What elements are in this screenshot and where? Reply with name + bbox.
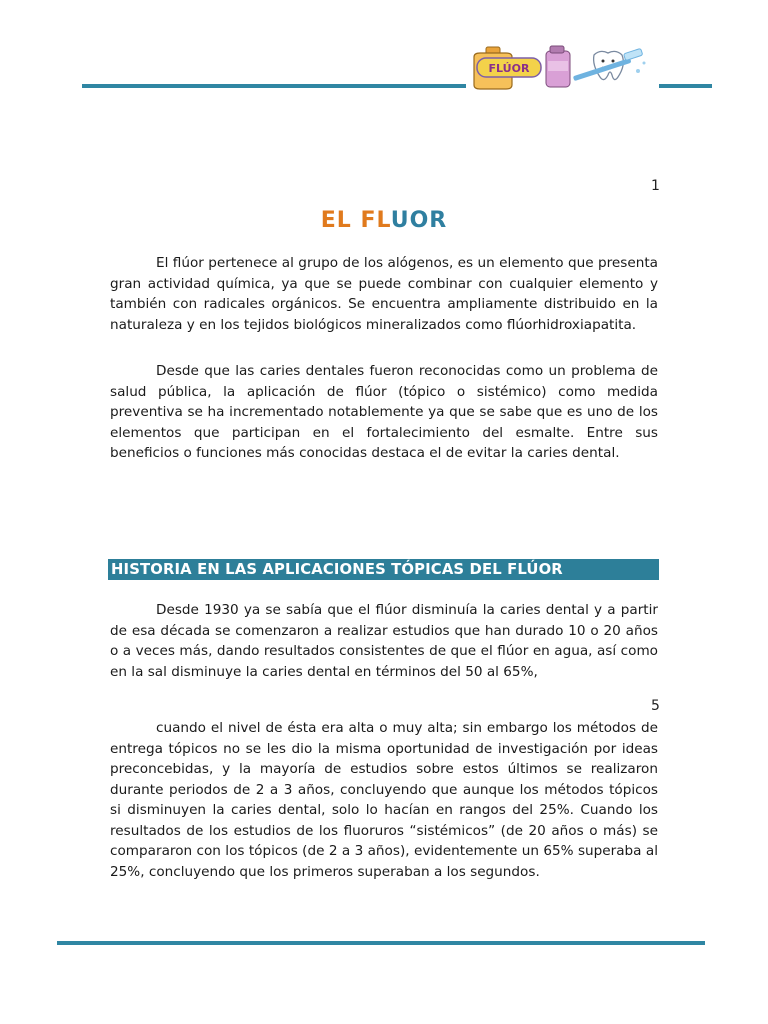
page-title	[0, 208, 768, 233]
section-heading: HISTORIA EN LAS APLICACIONES TÓPICAS DEL FLÚOR	[108, 559, 659, 580]
intro-paragraph-2: Desde que las caries dentales fueron reconocidas como un problema de salud pública, la aplicación de flúor (tópico o sistémico) como medida preventiva se ha incrementado notablemente ya que se sabe que es uno de los elementos que participan en el fortalecimiento del esmalte. Entre sus beneficios o funciones más conocidas destaca el de evitar la caries dental.	[110, 363, 658, 461]
footer-rule	[57, 941, 705, 945]
page-number-5: 5	[651, 698, 660, 714]
header-rule-left	[82, 84, 467, 88]
fluor-logo	[466, 43, 659, 90]
section-paragraph-1: Desde 1930 ya se sabía que el flúor disminuía la caries dental y a partir de esa década se comenzaron a realizar estudios que han durado 10 o 20 años o a veces más, dando resultados consistentes de que el flúor en agua, así como en la sal disminuye la caries dental en términos del 50 al 65%,	[110, 602, 658, 680]
header-rule-right	[659, 84, 712, 88]
page-number: 1	[651, 178, 660, 194]
svg-text:FLÚOR: FLÚOR	[488, 62, 530, 75]
intro-paragraph-1: El flúor pertenece al grupo de los alógenos, es un elemento que presenta gran actividad química, ya que se puede combinar con cualquier elemento y también con radicales orgánicos. Se encuentra ampliamente distribuido en la naturaleza y en los tejidos biológicos mineralizados como flúorhidroxiapatita.	[110, 255, 658, 333]
title-part-2: UOR	[390, 208, 448, 233]
section-paragraph-2: cuando el nivel de ésta era alta o muy alta; sin embargo los métodos de entrega tópicos no se les dio la misma oportunidad de investigación por ideas preconcebidas, y la mayoría de estudios sobre estos últimos se realizaron durante periodos de 2 a 3 años, concluyendo que aunque los métodos tópicos si disminuyen la caries dental, solo lo hacían en rangos del 25%. Cuando los resultados de los estudios de los fluoruros “sistémicos” (de 20 años o más) se compararon con los tópicos (de 2 a 3 años), evidentemente un 65% superaba al 25%, concluyendo que los primeros superaban a los segundos.	[110, 720, 658, 880]
title-part-1: EL FL	[320, 208, 391, 233]
